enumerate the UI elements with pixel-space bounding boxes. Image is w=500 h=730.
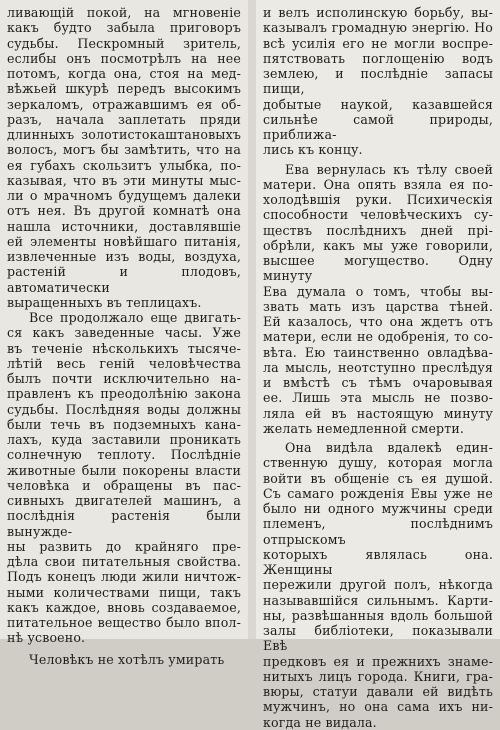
text-line: человѣка и обращены въ пас-	[7, 477, 241, 493]
text-line: мужчинъ, но она сама ихъ ни-	[263, 699, 493, 715]
text-line: былъ почти исключительно на-	[7, 371, 241, 386]
text-line: нитыхъ лицъ города. Книги, гра-	[263, 668, 493, 684]
text-line: пятствовать поглощенію водъ	[263, 50, 493, 66]
text-line: ли о мрачномъ будущемъ далеки	[7, 188, 241, 203]
text-line: лѣтій весь геній человѣчества	[7, 355, 241, 371]
text-line: называвшійся сильнымъ. Карти-	[263, 592, 493, 608]
text-line: дѣла свои питательныя свойства.	[7, 554, 241, 569]
text-line: отъ нея. Въ другой комнатѣ она	[7, 203, 241, 219]
text-line: обрѣли, какъ мы уже говорили,	[263, 237, 493, 253]
text-line: войти въ общеніе съ ея душой.	[263, 470, 493, 486]
text-line: казывая, что въ эти минуты мыс-	[7, 172, 241, 188]
text-line: которыхъ являлась она. Женщины	[263, 546, 493, 577]
text-line: выращенныхъ въ теплицахъ.	[7, 294, 202, 310]
text-line: желать немедленной смерти.	[263, 420, 465, 436]
text-line: вюры, статуи давали ей видѣть	[263, 684, 493, 699]
page-gutter	[248, 0, 256, 639]
text-line: сильнѣе самой природы, приближа-	[263, 111, 493, 142]
text-line: матери, если не одобренія, то со-	[263, 329, 493, 345]
text-line: предковъ ея и прежнихъ знаме-	[263, 653, 493, 669]
text-line: питательное вещество было впол-	[7, 615, 241, 630]
text-line: нѣ усвоено.	[7, 630, 86, 646]
text-line: зеркаломъ, отражавшимъ ея об-	[7, 96, 241, 112]
text-line: ществъ послѣднихъ дней прі-	[263, 222, 493, 238]
text-line: лахъ, куда заставили проникать	[7, 432, 241, 447]
text-line: ея губахъ скользитъ улыбка, по-	[7, 157, 241, 173]
text-line: ся какъ заведенные часы. Уже	[7, 325, 241, 341]
right-page-column	[256, 0, 500, 730]
text-line: ливающій покой, на мгновеніе	[7, 5, 241, 20]
text-line: вѣжьей шкурѣ передъ высокимъ	[7, 81, 241, 97]
text-line: ла мысль, неотступно преслѣдуя	[263, 359, 493, 375]
text-line: потомъ, когда она, стоя на мед-	[7, 66, 241, 81]
text-line: было ни одного мужчины среди	[263, 501, 493, 516]
text-line: какъ каждое, вновь создаваемое,	[7, 599, 241, 615]
text-line: Съ самаго рожденія Евы уже не	[263, 485, 493, 501]
text-line: ны развить до крайняго пре-	[7, 538, 241, 554]
text-line: и велъ исполинскую борьбу, вы-	[263, 5, 493, 20]
text-line: судьбы. Послѣдняя воды должны	[7, 401, 241, 417]
text-line: звать мать изъ царства тѣней.	[263, 298, 493, 314]
text-line: Человѣкъ не хотѣлъ умирать	[29, 651, 225, 667]
text-line: пережили другой полъ, нѣкогда	[263, 577, 493, 593]
text-line: ными количествами пищи, такъ	[7, 584, 241, 600]
text-line: ственную душу, которая могла	[263, 455, 493, 471]
text-line: способности человѣческихъ су-	[263, 207, 493, 223]
left-page-column	[0, 0, 248, 667]
text-line: послѣднія растенія были вынужде-	[7, 508, 241, 539]
text-line: холодѣвшія руки. Психическія	[263, 192, 493, 207]
text-line: Она видѣла вдалекѣ един-	[285, 440, 493, 455]
text-line: нашла источники, доставлявшіе	[7, 218, 241, 234]
text-line: ее. Лишь эта мысль не позво-	[263, 390, 493, 406]
text-line: судьбы. Пескромный зритель,	[7, 35, 241, 51]
text-line: вѣта. Ею таинственно овладѣва-	[263, 344, 493, 360]
text-line: солнечную теплоту. Послѣдніе	[7, 447, 241, 463]
text-line: ей элементы новѣйшаго питанія,	[7, 233, 241, 249]
left-paragraph-1	[7, 5, 241, 310]
text-line: лись къ концу.	[263, 142, 363, 158]
text-line: казывалъ громадную энергію. Но	[263, 20, 493, 36]
text-line: правленъ къ преодолѣнію закона	[7, 386, 241, 402]
text-line: сивныхъ двигателей машинъ, а	[7, 493, 241, 508]
text-line: племенъ, послѣднимъ отпрыскомъ	[263, 516, 493, 547]
text-line: растеній и плодовъ, автоматически	[7, 264, 241, 295]
text-line: были течь въ подземныхъ кана-	[7, 416, 241, 432]
text-line: залы библіотеки, показывали Евѣ	[263, 623, 493, 654]
left-paragraph-2	[7, 310, 241, 646]
left-paragraph-3	[7, 652, 241, 667]
text-line: Ева думала о томъ, чтобы вы-	[263, 283, 493, 299]
text-line: еслибы онъ посмотрѣлъ на нее	[7, 50, 241, 66]
right-paragraph-2	[263, 162, 493, 437]
text-line: когда не видала.	[263, 714, 377, 730]
text-line: въ теченіе нѣсколькихъ тысяче-	[7, 340, 241, 356]
text-line: Ева вернулась къ тѣлу своей	[285, 161, 493, 177]
text-line: животные были покорены власти	[7, 462, 241, 478]
text-line: волосъ, могъ бы замѣтить, что на	[7, 142, 241, 158]
right-paragraph-1	[263, 5, 493, 158]
text-line: извлеченные изъ воды, воздуха,	[7, 249, 241, 264]
text-line: и вмѣстѣ съ тѣмъ очаровывая	[263, 375, 493, 390]
text-line: ляла ей въ настоящую минуту	[263, 405, 493, 421]
text-line: Ей казалось, что она ждетъ отъ	[263, 314, 493, 329]
text-line: высшее могущество. Одну минуту	[263, 253, 493, 284]
right-paragraph-3	[263, 440, 493, 730]
text-line: какъ будто забыла приговоръ	[7, 20, 241, 36]
text-line: всѣ усилія его не могли воспре-	[263, 35, 493, 51]
text-line: Подъ конецъ люди жили ничтож-	[7, 569, 241, 585]
text-line: длинныхъ золотистокаштановыхъ	[7, 127, 241, 142]
text-line: ны, развѣшанныя вдоль большой	[263, 607, 493, 623]
text-line: добытые наукой, казавшейся	[263, 96, 493, 112]
text-line: Все продолжало еще двигать-	[29, 310, 241, 325]
text-line: матери. Она опять взяла ея по-	[263, 176, 493, 192]
text-line: землею, и послѣдніе запасы пищи,	[263, 66, 493, 97]
text-line: разъ, начала заплетать пряди	[7, 111, 241, 127]
